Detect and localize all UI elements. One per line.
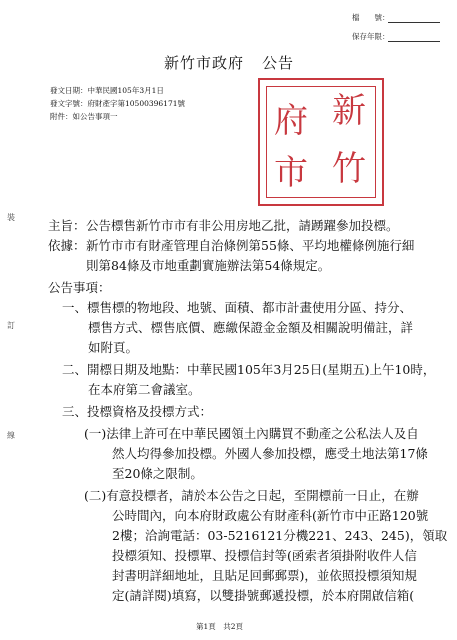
seal-char: 新 [332, 91, 366, 131]
sub-item-line: (一)法律上許可在中華民國領土內購買不動產之公私法人及自 [84, 426, 419, 441]
subject-text: 公告標售新竹市市有非公用房地乙批，請踴躍參加投標。 [86, 218, 399, 233]
seal-char: 竹 [332, 149, 366, 189]
retention-label: 保存年限： [352, 32, 390, 41]
binding-mark-xian: 線 [7, 431, 15, 440]
sub-item-line: 至20條之限制。 [112, 466, 203, 481]
file-number-label: 檔 號： [352, 13, 390, 22]
binding-mark-zhuang: 裝 [7, 213, 15, 222]
seal-char: 市 [274, 153, 308, 193]
basis-label: 依據： [48, 238, 86, 253]
item-line: 在本府第二會議室。 [88, 382, 201, 397]
sub-item-line: 定(請詳閱)填寫，以雙掛號郵遞投標，於本府開啟信箱( [112, 588, 415, 603]
document-number: 發文字號：府財產字第10500396171號 [50, 99, 185, 108]
sub-item-line: 投標須知、投標單、投標信封等(函索者須掛附收件人信 [112, 548, 417, 563]
item-line: 標售方式、標售底價、應繳保證金金額及相關說明備註，詳 [88, 320, 414, 335]
item-line: 一、標售標的物地段、地號、面積、都市計畫使用分區、持分、 [62, 300, 413, 315]
sub-item-line: 封書明詳細地址，且貼足回郵郵票)，並依照投標須知規 [112, 568, 417, 583]
retention-line [388, 41, 440, 42]
doc-type: 公告 [262, 54, 295, 72]
sub-item-line: 2樓；洽詢電話：03-5216121分機221、243、245)，領取 [112, 528, 448, 543]
official-seal-stamp [258, 78, 384, 206]
attachment-note: 附件：如公告事項一 [50, 112, 118, 121]
subject-label: 主旨： [48, 218, 86, 233]
seal-char: 府 [274, 101, 308, 141]
basis-line: 新竹市市有財產管理自治條例第55條、平均地權條例施行細 [86, 238, 415, 253]
basis-line: 則第84條及市地重劃實施辦法第54條規定。 [86, 258, 331, 273]
items-label: 公告事項： [48, 280, 111, 295]
item-line: 二、開標日期及地點：中華民國105年3月25日(星期五)上午10時， [62, 362, 436, 377]
file-number-line [388, 22, 440, 23]
sub-item-line: (二)有意投標者，請於本公告之日起，至開標前一日止，在辦 [84, 488, 419, 503]
sub-item-line: 然人均得參加投標。外國人參加投標，應受土地法第17條 [112, 446, 428, 461]
org-name: 新竹市政府 [164, 54, 245, 72]
item-line: 如附頁。 [88, 340, 139, 355]
issue-date: 發文日期：中華民國105年3月1日 [50, 86, 164, 95]
sub-item-line: 公時間內，向本府財政處公有財產科(新竹市中正路120號 [112, 508, 429, 523]
item-line: 三、投標資格及投標方式： [62, 404, 213, 419]
page-number: 第1頁 共2頁 [196, 622, 244, 631]
binding-mark-ding: 訂 [7, 321, 15, 330]
document-title [164, 52, 294, 73]
